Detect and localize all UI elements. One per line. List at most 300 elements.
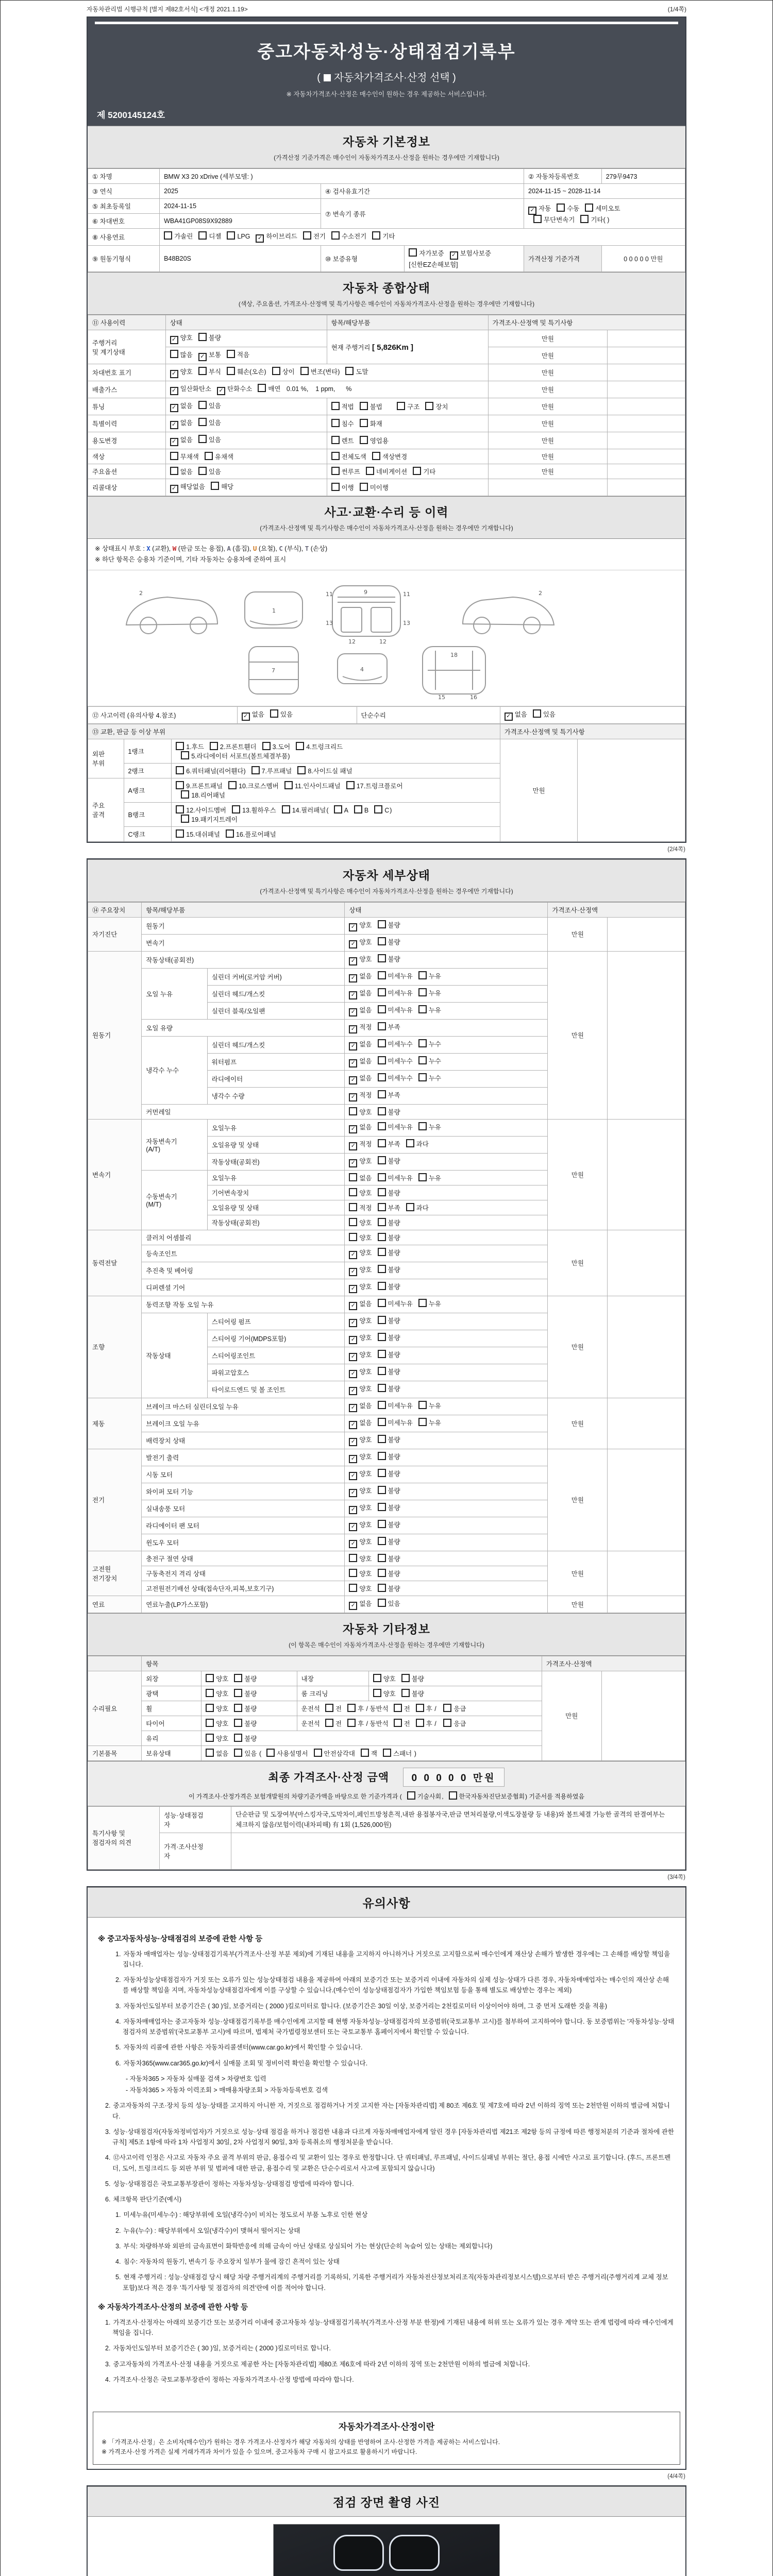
svg-text:12: 12 [379,638,386,645]
final-price-value: 0 0 0 0 0 만원 [403,1768,505,1787]
checkbox-label: 불량 [244,1705,257,1713]
item-label: 디퍼렌셜 기어 [142,1279,345,1296]
checkbox-checked [349,1302,357,1310]
table-cell: 타이어 [142,1716,201,1731]
checkbox-label: 누유 [428,1402,441,1410]
checkbox-unchecked [397,402,405,410]
item-label: 충전구 절연 상태 [142,1551,345,1566]
checkbox-label: 양호 [359,1538,372,1546]
checkbox-unchecked [372,231,380,240]
checkbox-unchecked [170,452,178,460]
table-cell [201,1731,542,1745]
checkbox-unchecked [226,829,234,838]
checkbox-label: 전기 [313,233,326,240]
checkbox-unchecked [378,1090,386,1098]
checkbox-label: 불량 [388,1504,400,1512]
checkbox-label: 10.크로스멤버 [239,782,279,790]
table-cell: 만원 [488,415,608,432]
exchange-repair-parts-table [88,724,685,842]
table-cell [160,229,685,246]
svg-text:13: 13 [326,619,333,626]
table-cell: 상태 [165,315,327,330]
checkbox-label: 14.필러패널 [292,806,326,814]
checkbox-unchecked [378,1139,386,1147]
header-stripe [95,22,678,24]
table-cell [165,432,327,449]
checkbox-label: 미세누유 [388,1419,413,1427]
column-header: ⑭ 주요장치 [88,902,142,917]
table-cell: 만원 [488,364,608,381]
checkbox-unchecked [331,467,340,475]
checkbox-label: 전 [335,1720,342,1727]
checkbox-label: 전 [404,1720,410,1727]
status-cell [345,1449,548,1466]
checkbox-label: 양호 [359,1266,372,1274]
item-label: 배력장치 상태 [142,1432,345,1449]
checkbox-unchecked [378,1367,386,1375]
svg-text:16: 16 [470,693,477,701]
checkbox-unchecked [378,1537,386,1545]
checkbox-label: 불량 [388,1368,400,1376]
status-cell [345,1313,548,1330]
checkbox-label: 6.쿼터패널(리어휀다) [186,767,246,775]
vehicle-diagram [88,570,685,706]
item-label: 스티어링 기어(MDPS포함) [207,1330,345,1347]
device-group-label: 전기 [88,1449,142,1551]
checkbox-label: 양호 [216,1690,229,1698]
table-cell: 12.사이드멤버 13.휠하우스 14.필러패널( A B C) 19.패키지트레이 [172,802,500,826]
checkbox-unchecked [557,204,565,212]
checkbox-label: 있음 [208,402,221,410]
notice-text [88,1918,685,2401]
checkbox-label: 색상변경 [382,453,408,461]
checkbox-unchecked [176,766,184,774]
column-header: 항목/해당부품 [142,902,345,917]
checkbox-checked [349,1159,357,1167]
checkbox-label: 적법 [341,403,354,411]
checkbox-unchecked [176,805,184,814]
table-cell: 만원 [488,398,608,415]
checkbox-unchecked [206,1674,214,1682]
table-cell: 가격조사·산정액 및 특기사항 [500,724,685,739]
sub-group-label: 수동변속기 (M/T) [142,1170,207,1230]
table-cell: 없음 있음 ( 사용설명서 안전삼각대 잭 스패너 ) [201,1745,542,1760]
checkbox-label: 불량 [208,334,221,342]
comprehensive-state-table [88,315,685,496]
table-cell: 만원 [488,347,608,364]
page-marker-3: (3/4쪽) [667,1874,685,1880]
checkbox-label: 불량 [388,1249,400,1257]
checkbox-label: 이행 [341,484,354,492]
checkbox-unchecked [378,1333,386,1341]
checkbox-label: 없음 [216,1750,229,1757]
checkbox-unchecked [270,709,278,718]
checkbox-label: 18.리어패널 [191,791,225,799]
table-cell: 만원 [500,739,578,841]
checkbox-unchecked [418,971,427,979]
notice-item: 4. 침수: 자동차의 원동기, 변속기 등 주요장치 일부가 물에 잠긴 흔적이 있는 상태 [115,2258,340,2265]
status-cell [345,1002,548,1019]
checkbox-label: 양호 [359,1317,372,1325]
checkbox-checked [349,1042,357,1050]
checkbox-label: 양호 [359,1504,372,1512]
notice-item: - 자동차365 > 자동차 실매물 검색 > 차량번호 입력 [126,2075,266,2082]
checkbox-label: 응급 [453,1720,466,1727]
checkbox-label: 9.프론트패널 [186,782,223,790]
table-cell: 색상 [88,449,166,464]
checkbox-unchecked [282,805,290,814]
table-cell [327,464,488,479]
checkbox-label: 없음 [359,989,372,997]
note-cell [608,917,685,951]
checkbox-label: 있음 [208,419,221,427]
checkbox-label: 없음 [359,1174,372,1182]
status-symbol-x: X [146,545,150,552]
detail-title-bar [88,859,685,902]
status-cell [345,1398,548,1415]
checkbox-unchecked [418,1418,427,1426]
checkbox-checked [505,713,513,721]
status-symbol-a: A [227,545,231,552]
checkbox-label: 누유 [428,1419,441,1427]
checkbox-unchecked [334,805,342,814]
checkbox-label: 렌트 [341,437,354,445]
checkbox-label: 불량 [244,1690,257,1698]
checkbox-label: 미세누수 [388,1057,413,1065]
checkbox-checked [349,1336,357,1344]
checkbox-unchecked [206,1704,214,1712]
checkbox-label: 불량 [388,1108,400,1116]
checkbox-unchecked [418,1299,427,1307]
checkbox-unchecked [346,781,355,789]
item-label: 구동축전지 격리 상태 [142,1566,345,1581]
table-cell: ⑥ 차대번호 [88,214,160,229]
misc-title: 자동차 기타정보 [343,1622,430,1636]
checkbox-label: 없음 [359,1040,372,1048]
price-survey-info-title: 자동차가격조사·산정이란 [338,2422,435,2432]
checkbox-unchecked [331,231,340,240]
checkbox-label: 후 [357,1720,364,1727]
checkbox-label: 보험사보증 [460,250,491,257]
checkbox-label: 양호 [359,1436,372,1444]
sub-group-label: 냉각수 누수 [142,1036,207,1104]
inspection-photo-front [273,2524,500,2576]
special-notes-table [88,1806,685,1870]
checkbox-label: 불량 [388,1453,400,1461]
table-cell: 만원 [488,330,608,347]
checkbox-label: 양호 [216,1720,229,1727]
checkbox-label: 탄화수소 [227,385,253,393]
device-group-label: 변속기 [88,1119,142,1230]
sub-group-label: 자동변속기 (A/T) [142,1119,207,1170]
item-label: 고전원전기배선 상태(접속단자,피복,보호기구) [142,1581,345,1596]
item-label: 실린더 커버(로커암 커버) [207,968,345,985]
checkbox-label: 13.휠하우스 [242,806,276,814]
notice-item: 2. 중고자동차의 구조·장치 등의 성능·상태를 고지하지 아니한 자, 거짓으로 점검하거나 거짓 고지한 자는 [자동차관리법] 제 80조 제6호 및 제7호에 따라 2년 이하의 징역 또는 2천만원 이하의 벌금에 처합니다. [105,2102,670,2120]
checkbox-unchecked [331,452,340,460]
price-cell: 만원 [548,951,608,1119]
checkbox-label: 불량 [388,1470,400,1478]
table-cell [165,479,327,496]
detail-state [88,902,685,1613]
status-cell [345,1053,548,1070]
price-cell: 만원 [548,1119,608,1230]
table-cell: 광택 [142,1686,201,1701]
item-label: 와이퍼 모터 기능 [142,1483,345,1500]
checkbox-label: 매연 [268,385,281,393]
checkbox-unchecked [406,1203,414,1211]
checkbox-unchecked [349,1173,357,1181]
comprehensive-title: 자동차 종합상태 [343,281,430,295]
item-label: 발전기 출력 [142,1449,345,1466]
checkbox-label: 적정 [359,1140,372,1148]
table-cell: 특별이력 [88,415,166,432]
checkbox-checked [349,1076,357,1084]
checkbox-label: 수소전기 [342,233,367,240]
price-survey-info-line1: ※ 「가격조사·산정」은 소비자(매수인)가 원하는 경우 가격조사·산정자가 해당 자동차의 상태를 반영하여 조사·산정한 가격을 제공하는 서비스입니다. [102,2438,500,2446]
checkbox-checked [349,1353,357,1361]
checkbox-label: 구조 [407,403,420,411]
checkbox-label: 4.트렁크리드 [306,743,343,751]
checkbox-unchecked [198,467,207,475]
checkbox-unchecked [378,1039,386,1047]
checkbox-unchecked [303,231,311,240]
table-cell: ✓ 일산화탄소 ✓ 탄화수소 매연 0.01 %, 1 ppm, % [165,381,488,398]
item-label: 라디에이터 팬 모터 [142,1517,345,1534]
checkbox-unchecked [401,1689,410,1697]
checkbox-label: 한국자동차진단보증협회 [459,1792,525,1800]
table-cell [524,199,685,229]
notice-item: 2. 누유(누수) : 해당부위에서 오일(냉각수)이 맺혀서 떨어지는 상태 [115,2227,300,2234]
checkbox-checked [170,485,178,493]
checkbox-unchecked [228,781,237,789]
table-cell [608,364,685,381]
checkbox-unchecked [234,1734,242,1742]
item-label: 브레이크 오일 누유 [142,1415,345,1432]
checkbox-checked [170,370,178,378]
table-cell: 만원 [488,449,608,464]
item-label: 실내송풍 모터 [142,1500,345,1517]
status-cell [345,1415,548,1432]
checkbox-label: 일산화탄소 [180,385,212,393]
column-header: 가격조사·산정액 [548,902,685,917]
checkbox-unchecked [378,1265,386,1273]
checkbox-label: 미이행 [369,484,389,492]
checkbox-checked [349,1506,357,1514]
table-cell: WBA41GP08S9X92889 [160,214,321,229]
status-symbol-legend: ※ 상태표시 부호 : X (교환), W (판금 또는 용접), A (흠집), U (요철), C (부식), T (손상) ※ 하단 항목은 승용차 기준이며, 기타 자동차는 승용차에 준하여 표시 [88,539,685,570]
checkbox-label: 적음 [237,351,250,359]
accident-title-bar [88,496,685,539]
checkbox-label: C [384,806,390,814]
checkbox-label: 세미오토 [595,205,620,212]
checkbox-unchecked [297,766,306,774]
checkbox-label: 부족 [388,1091,400,1099]
checkbox-unchecked [449,1791,457,1800]
checkbox-label: 미세누유 [388,1006,413,1014]
table-cell: C랭크 [124,826,172,841]
table-cell [488,479,608,496]
checkbox-unchecked [378,1282,386,1290]
table-cell [165,364,488,381]
table-cell: 항목 [142,1656,542,1671]
checkbox-unchecked [378,1316,386,1324]
detail-title: 자동차 세부상태 [343,868,430,882]
misc-title-bar [88,1613,685,1656]
checkbox-label: 없음 [359,1419,372,1427]
item-label: 냉각수 수량 [207,1087,345,1104]
detail-subtitle: (가격조사·산정액 및 특기사항은 매수인이 자동차가격조사·산정을 원하는 경우에만 기재합니다) [260,887,513,895]
checkbox-unchecked [378,1520,386,1528]
checkbox-checked [349,1285,357,1293]
checkbox-label: 부족 [388,1204,400,1212]
checkbox-label: 상이 [282,368,295,376]
checkbox-unchecked [234,1674,242,1682]
sub-group-label: 오일 누유 [142,968,207,1019]
checkbox-label: 불량 [388,955,400,963]
checkbox-label: 불량 [244,1675,257,1683]
checkbox-label: 12.사이드멤버 [186,806,227,814]
device-group-label: 연료 [88,1596,142,1613]
table-cell: ⑦ 변속기 종류 [321,199,524,229]
checkbox-unchecked [360,436,368,444]
checkbox-label: 양호 [359,1334,372,1342]
checkbox-unchecked [331,402,340,410]
checkbox-unchecked [378,1022,386,1030]
inspector-role-label: 가격·조사산정 자 [160,1833,231,1869]
table-cell [608,449,685,464]
checkbox-unchecked [198,367,207,375]
table-cell: ⑪ 사용이력 [88,315,166,330]
checkbox-label: 전 [335,1705,342,1713]
notice-title: 유의사항 [362,1896,411,1910]
checkbox-unchecked [409,248,417,257]
device-group-label: 조향 [88,1296,142,1398]
checkbox-label: 썬루프 [341,468,360,476]
checkbox-unchecked [394,1719,402,1727]
price-cell: 만원 [548,1596,608,1613]
checkbox-label: 불법 [369,403,382,411]
table-cell: 2024-11-15 ~ 2028-11-14 [524,184,685,199]
checkbox-label: 누유 [428,1300,441,1308]
checkbox-unchecked [580,215,589,223]
checkbox-unchecked [401,1674,410,1682]
checkbox-label: 양호 [216,1675,229,1683]
status-cell [345,1070,548,1087]
checkbox-unchecked [198,435,207,443]
note-cell [608,1551,685,1596]
table-cell: 현재 주행거리 [ 5,826Km ] [327,330,488,364]
status-cell [345,934,548,951]
page1-box [87,16,686,843]
device-group-label: 동력전달 [88,1230,142,1296]
checkbox-unchecked [325,1719,333,1727]
device-group-label: 원동기 [88,951,142,1119]
checkbox-label: 많음 [180,351,193,359]
checkbox-label: 기타 [423,468,436,476]
note-cell [608,1296,685,1398]
checkbox-checked [349,957,357,965]
table-cell: ① 차명 [88,169,160,184]
table-cell: ⑩ 보증유형 [321,246,405,272]
table-cell: B48B20S [160,246,321,272]
checkbox-unchecked [366,467,374,475]
checkbox-label: 미세누유 [388,972,413,980]
price-cell: 만원 [548,1296,608,1398]
checkbox-unchecked [206,1719,214,1727]
table-cell [608,479,685,496]
basic-info-subtitle: (가격산정 기준가격은 매수인이 자동차가격조사·산정을 원하는 경우에만 기재합니다) [274,154,499,161]
item-label: 동력조향 작동 오일 누유 [142,1296,345,1313]
final-price-label: 최종 가격조사·산정 금액 [268,1771,390,1784]
checkbox-label: 양호 [359,1570,372,1578]
photo-section-box [87,2485,686,2576]
checkbox-checked [349,1251,357,1259]
svg-text:11: 11 [403,590,410,598]
checkbox-unchecked [347,1704,356,1712]
checkbox-label: 불량 [388,1351,400,1359]
checkbox-unchecked [198,333,207,341]
status-cell [345,1185,548,1200]
checkbox-label: 무채색 [180,453,199,461]
table-cell: 만원 [542,1671,601,1760]
table-cell: 279무9473 [601,169,685,184]
document-subtitle: ( 자동차가격조사·산정 선택 ) [317,72,456,83]
table-cell [201,1686,297,1701]
checkbox-label: 불량 [388,1334,400,1342]
checkbox-label: 누수 [428,1040,441,1048]
checkbox-unchecked [349,1188,357,1196]
basic-info [88,168,685,272]
table-cell: 리콜대상 [88,479,166,496]
price-cell: 만원 [548,1449,608,1551]
note-cell [608,1596,685,1613]
checkbox-checked [349,1059,357,1067]
document-title: 중고자동차성능·상태점검기록부 [257,42,516,62]
checkbox-label: 11.인사이드패널 [294,782,341,790]
checkbox-unchecked [232,805,240,814]
table-cell: 0 0 0 0 0 만원 [601,246,685,272]
checkbox-unchecked [378,1486,386,1494]
table-cell: 만원 [488,381,608,398]
checkbox-unchecked [378,971,386,979]
notice-item: 1. 미세누유(미세누수) : 해당부위에 오일(냉각수)이 비치는 정도로서 부품 노후로 인한 현상 [115,2211,368,2219]
item-label: 워터펌프 [207,1053,345,1070]
inspector-opinion-text: 단순판금 및 도장여부(마스킹자국,도막차이,페인트방청흔적,내판 용접봉자국,판금 면처리불량,이색도장불량 등 내용)와 볼트체결 가능한 골격의 판결여부는 체크하지 않음/보험이력(내차피해) 有 1회 (1,526,000원) [231,1806,685,1833]
table-cell: 수리필요 [88,1671,142,1745]
table-cell: B랭크 [124,802,172,826]
item-label: 오일유량 및 상태 [207,1200,345,1215]
checkbox-unchecked [416,1719,424,1727]
checkbox-unchecked [234,1749,242,1757]
checkbox-label: 훼손(오손) [237,368,266,376]
basic-info-title: 자동차 기본정보 [343,135,430,148]
checkbox-label: 불량 [388,1219,400,1227]
table-cell [165,330,327,347]
table-cell: 차대번호 표기 [88,364,166,381]
checkbox-label: 과다 [416,1204,429,1212]
page-marker-4: (4/4쪽) [667,2473,685,2480]
checkbox-label: 없음 [359,1600,372,1607]
checkbox-unchecked [378,1554,386,1562]
item-label: 클러치 어셈블리 [142,1230,345,1245]
checkbox-label: 양호 [359,1487,372,1495]
checkbox-checked [528,207,536,215]
basic-info-title-bar [88,126,685,168]
table-cell [165,347,327,364]
status-cell [345,1279,548,1296]
final-price-box [88,1761,685,1806]
